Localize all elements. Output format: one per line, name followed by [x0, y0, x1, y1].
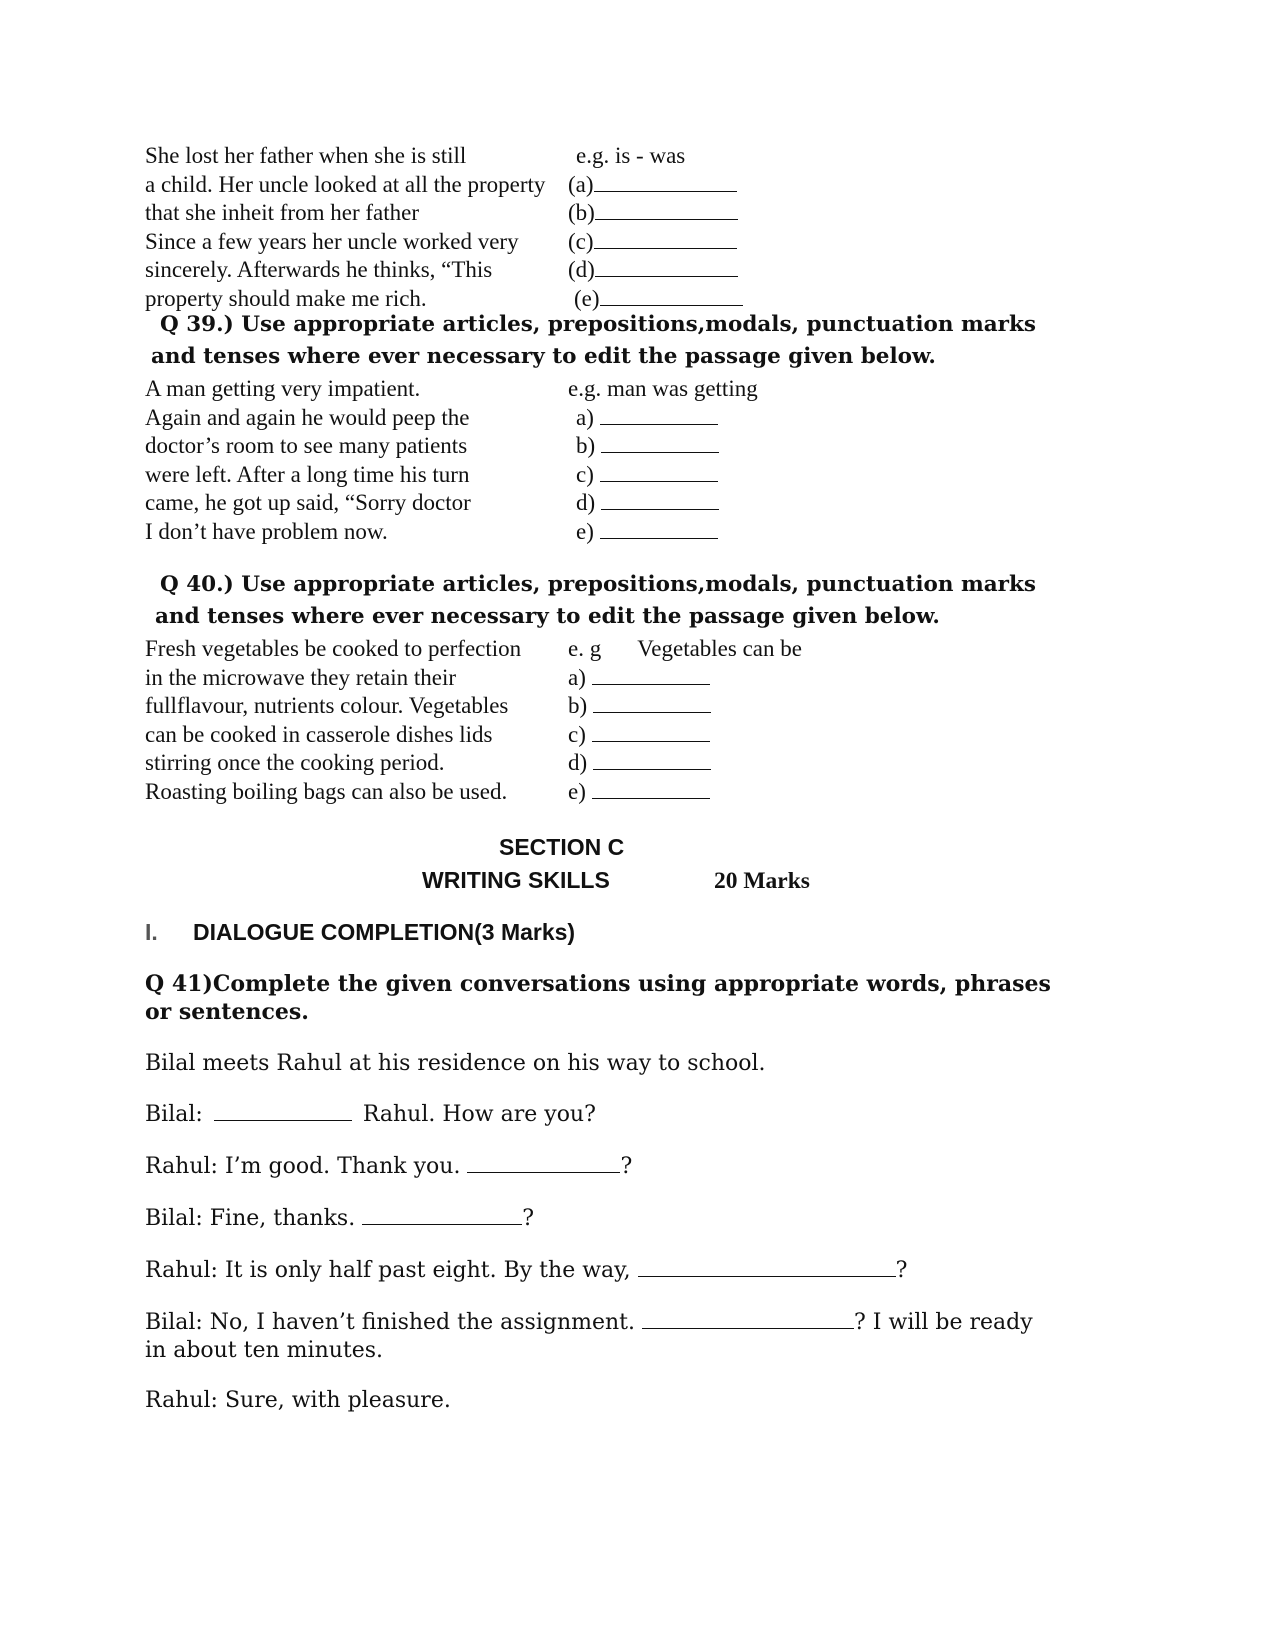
passage-line: in the microwave they retain their: [145, 664, 457, 690]
dialogue-line-continued: in about ten minutes.: [145, 1338, 384, 1363]
example-answer: e. g Vegetables can be: [568, 636, 802, 661]
answer-slot[interactable]: b): [568, 432, 758, 461]
dialogue-line: Rahul: It is only half past eight. By the way, ?: [145, 1258, 908, 1283]
section-marks: 20 Marks: [714, 868, 810, 894]
passage-line: stirring once the cooking period.: [145, 750, 445, 775]
q40-instruction-line1: Q 40.) Use appropriate articles, prepositions,modals, punctuation marks: [160, 572, 1036, 597]
passage-38: [145, 142, 545, 313]
answer-slot[interactable]: d): [568, 489, 758, 518]
dialogue-intro: Bilal meets Rahul at his residence on his way to school.: [145, 1051, 766, 1076]
passage-line: a child. Her uncle looked at all the property: [145, 171, 546, 197]
answer-slot[interactable]: b): [568, 692, 802, 721]
dialogue-line: Bilal: Fine, thanks. ?: [145, 1206, 534, 1231]
dialogue-blank[interactable]: [467, 1152, 620, 1173]
passage-40: [145, 635, 521, 806]
passage-line: Since a few years her uncle worked very: [145, 228, 519, 254]
passage-line: that she inheit from her father: [145, 200, 419, 225]
passage-line: sincerely. Afterwards he thinks, “This: [145, 257, 493, 282]
passage-39: [145, 375, 471, 546]
answer-slot[interactable]: (a): [568, 171, 743, 200]
passage-line: doctor’s room to see many patients: [145, 433, 468, 458]
passage-line: A man getting very impatient.: [145, 376, 421, 401]
dialogue-numeral: I.: [145, 919, 158, 945]
answer-slot[interactable]: c): [568, 461, 758, 490]
dialogue-heading: DIALOGUE COMPLETION(3 Marks): [193, 919, 576, 945]
answer-slot[interactable]: (d): [568, 256, 743, 285]
answer-slot[interactable]: a): [568, 404, 758, 433]
answer-slot[interactable]: c): [568, 721, 802, 750]
dialogue-blank[interactable]: [642, 1308, 854, 1329]
answer-slot[interactable]: (e): [568, 285, 743, 314]
passage-line: fullflavour, nutrients colour. Vegetables: [145, 693, 509, 718]
answer-slot[interactable]: e): [568, 518, 758, 547]
q39-instruction-line1: Q 39.) Use appropriate articles, prepositions,modals, punctuation marks: [160, 312, 1036, 337]
q41-instruction-line2: or sentences.: [145, 999, 309, 1025]
q39-instruction-line2: and tenses where ever necessary to edit the passage given below.: [151, 344, 936, 369]
section-title: SECTION C: [499, 834, 625, 860]
q41-instruction-line1: Q 41)Complete the given conversations using appropriate words, phrases: [145, 971, 1051, 997]
answers-39: [568, 375, 758, 546]
dialogue-blank[interactable]: [214, 1100, 352, 1121]
answer-slot[interactable]: (b): [568, 199, 743, 228]
passage-line: I don’t have problem now.: [145, 518, 388, 544]
passage-line: Roasting boiling bags can also be used.: [145, 778, 508, 804]
dialogue-line: Rahul: Sure, with pleasure.: [145, 1388, 451, 1413]
dialogue-blank[interactable]: [638, 1256, 896, 1277]
q40-instruction-line2: and tenses where ever necessary to edit the passage given below.: [155, 604, 940, 629]
answer-slot[interactable]: e): [568, 778, 802, 807]
answer-slot[interactable]: a): [568, 664, 802, 693]
dialogue-line: Bilal: No, I haven’t finished the assignment. ? I will be ready: [145, 1310, 1033, 1335]
answer-slot[interactable]: d): [568, 749, 802, 778]
passage-line: Again and again he would peep the: [145, 404, 470, 430]
passage-line: She lost her father when she is still: [145, 143, 467, 168]
section-subtitle: WRITING SKILLS: [422, 867, 610, 893]
dialogue-line: Rahul: I’m good. Thank you. ?: [145, 1154, 633, 1179]
answer-slot[interactable]: (c): [568, 228, 743, 257]
dialogue-blank[interactable]: [362, 1204, 522, 1225]
example-answer: e.g. is - was: [576, 143, 686, 168]
passage-line: can be cooked in casserole dishes lids: [145, 721, 493, 747]
example-answer: e.g. man was getting: [568, 376, 758, 401]
dialogue-line: Bilal: Rahul. How are you?: [145, 1102, 596, 1127]
passage-line: were left. After a long time his turn: [145, 461, 470, 487]
answers-40: [568, 635, 802, 806]
passage-line: property should make me rich.: [145, 285, 427, 311]
answers-38: [568, 142, 743, 313]
passage-line: came, he got up said, “Sorry doctor: [145, 490, 471, 515]
passage-line: Fresh vegetables be cooked to perfection: [145, 636, 522, 661]
